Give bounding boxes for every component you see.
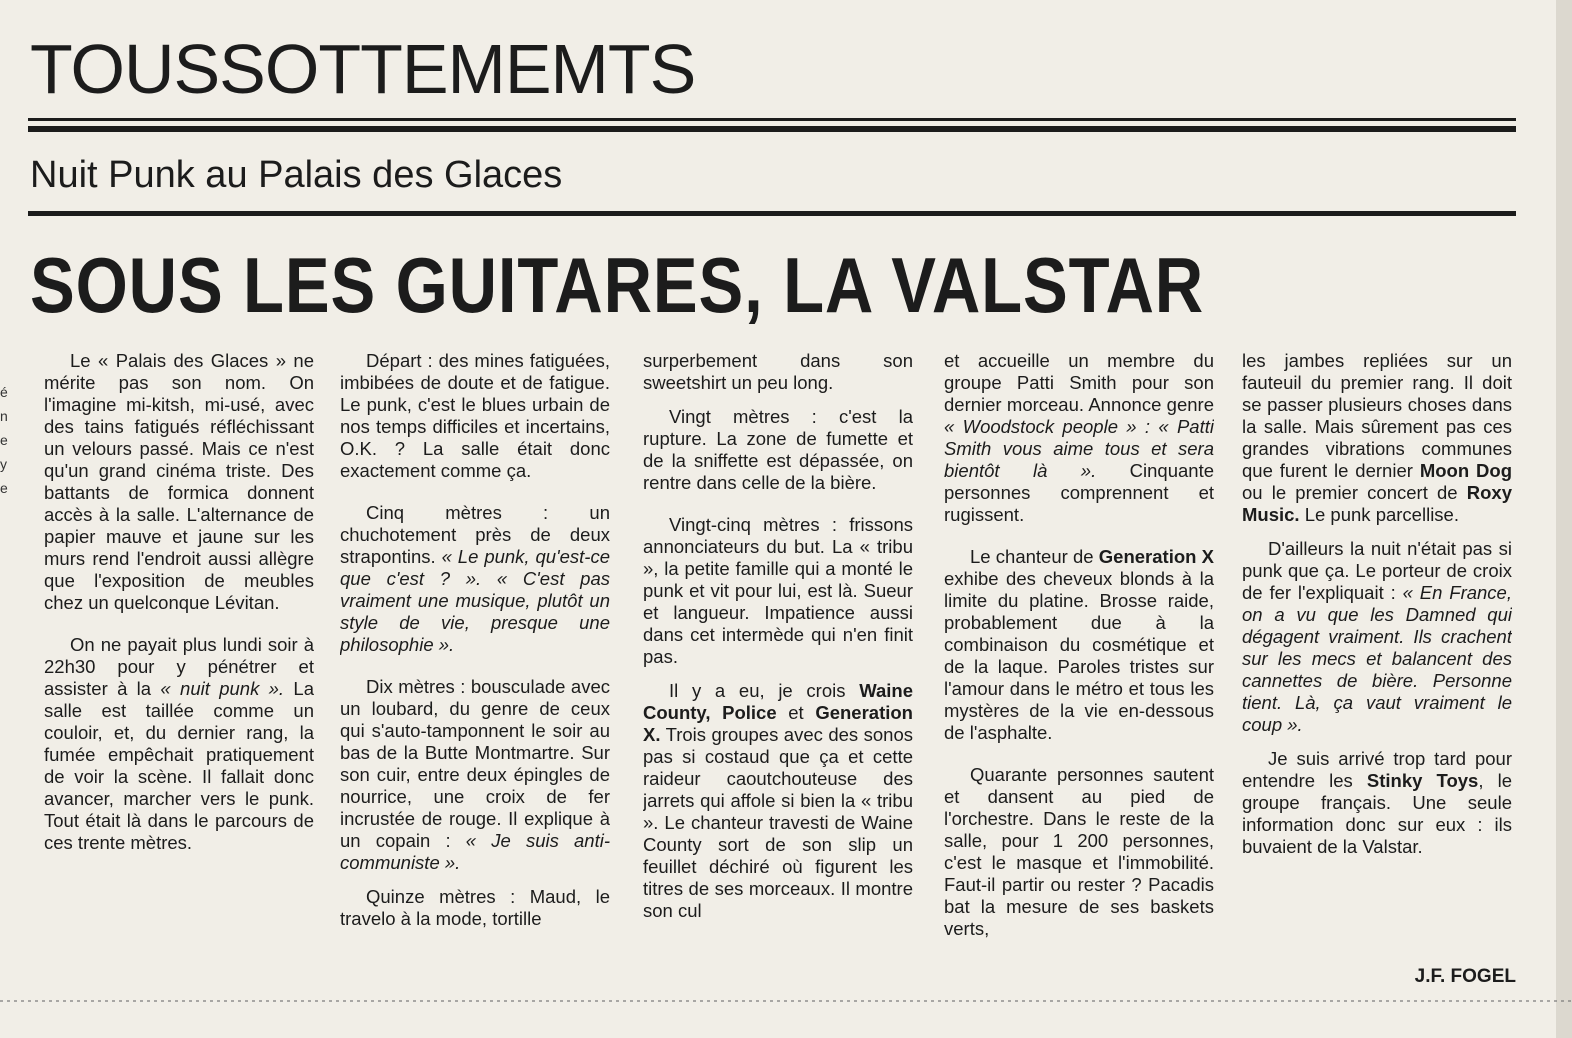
paragraph: Dix mètres : bousculade avec un loubard, du genre de ceux qui s'auto-tamponnent le soir au bas de la Butte Montmartre. Sur son cuir, entre deux épingles de nourrice, une croix de fer incrustée de rouge. Il explique à un copain : « Je suis anti-communiste ». — [340, 676, 610, 873]
margin-letter: é — [0, 384, 8, 400]
paragraph: Le chanteur de Generation X exhibe des cheveux blonds à la limite du platine. Brosse raide, probablement due à la combinaison du cosmétique et de la laque. Paroles tristes sur l'amour dans le métro et tous les mystères de la vie en-dessous de l'asphalte. — [944, 546, 1214, 743]
paragraph: Je suis arrivé trop tard pour entendre les Stinky Toys, le groupe français. Une seule information donc sur eux : ils buvaient de la Valstar. — [1242, 748, 1512, 857]
section-rubric: TOUSSOTTEMEMTS — [30, 30, 696, 108]
page-edge — [1556, 0, 1572, 1038]
paragraph: Cinq mètres : un chuchotement près de deux strapontins. « Le punk, qu'est-ce que c'est ? ». « C'est pas vraiment une musique, plutôt un style de vie, presque une philosophie ». — [340, 502, 610, 655]
margin-letter: e — [0, 432, 8, 448]
article-headline: SOUS LES GUITARES, LA VALSTAR — [30, 241, 1205, 329]
kicker-rule — [28, 211, 1516, 216]
paragraph: et accueille un membre du groupe Patti Smith pour son dernier morceau. Annonce genre « Woodstock people » : « Patti Smith vous aime tous et sera bientôt là ». Cinquante personnes comprennent et rugissent. — [944, 350, 1214, 525]
article-column-5 — [1242, 350, 1512, 990]
article-column-4 — [944, 350, 1214, 990]
rubric-rule-thick — [28, 126, 1516, 132]
article-column-3 — [643, 350, 913, 990]
paragraph: surperbement dans son sweetshirt un peu long. — [643, 350, 913, 393]
next-article-edge — [0, 1000, 1572, 1002]
margin-letter: y — [0, 456, 7, 472]
paragraph: Vingt-cinq mètres : frissons annonciateurs du but. La « tribu », la petite famille qui a monté le punk et vit pour lui, est là. Sueur et langueur. Impatience aussi dans cet intermède qui n'en finit pas. — [643, 514, 913, 667]
adjacent-column-fragment — [0, 380, 12, 500]
paragraph: On ne payait plus lundi soir à 22h30 pour y pénétrer et assister à la « nuit punk ». La salle est taillée comme un couloir, et, du dernier rang, la fumée empêchait pratiquement de voir la scène. Il fallait donc avancer, marcher vers le punk. Tout était là dans le parcours de ces trente mètres. — [44, 634, 314, 853]
article-column-1 — [44, 350, 314, 990]
paragraph: Le « Palais des Glaces » ne mérite pas son nom. On l'imagine mi-kitsh, mi-usé, avec des tains fatigués réfléchissant un velours passé. Mais ce n'est qu'un grand cinéma triste. Des battants de formica donnent accès à la salle. L'alternance de papier mauve et jaune sur les murs rend l'endroit aussi allègre que l'exposition de meubles chez un quelconque Lévitan. — [44, 350, 314, 613]
author-byline: J.F. FOGEL — [1414, 966, 1516, 987]
paragraph: D'ailleurs la nuit n'était pas si punk que ça. Le porteur de croix de fer l'expliquait : « En France, on a vu que les Damned qui dégagent vraiment. Ils crachent sur les mecs et balancent des cannettes de bière. Personne tient. Là, ça vaut vraiment le coup ». — [1242, 538, 1512, 735]
rubric-rule-thin — [28, 118, 1516, 121]
article-kicker: Nuit Punk au Palais des Glaces — [30, 154, 563, 196]
paragraph: Il y a eu, je crois Waine County, Police et Generation X. Trois groupes avec des sonos pas si costaud que ça et cette raideur caoutchouteuse des jarrets qui affole si bien la « tribu ». Le chanteur travesti de Waine County sort de son slip un feuillet déchiré où figurent les titres de ses morceaux. Il montre son cul — [643, 680, 913, 921]
paragraph: Départ : des mines fatiguées, imbibées de doute et de fatigue. Le punk, c'est le blues urbain de nos temps difficiles et incertains, O.K. ? La salle était donc exactement comme ça. — [340, 350, 610, 481]
paragraph: Quarante personnes sautent et dansent au pied de l'orchestre. Dans le reste de la salle, pour 1 200 personnes, c'est le masque et l'immobilité. Faut-il partir ou rester ? Pacadis bat la mesure de ses baskets verts, — [944, 764, 1214, 939]
article-column-2 — [340, 350, 610, 990]
paragraph: Vingt mètres : c'est la rupture. La zone de fumette et de la sniffette est dépassée, on rentre dans celle de la bière. — [643, 406, 913, 493]
margin-letter: n — [0, 408, 8, 424]
paragraph: Quinze mètres : Maud, le travelo à la mode, tortille — [340, 886, 610, 929]
margin-letter: e — [0, 480, 8, 496]
paragraph: les jambes repliées sur un fauteuil du premier rang. Il doit se passer plusieurs choses dans la salle. Mais sûrement pas ces grandes vibrations communes que furent le dernier Moon Dog ou le premier concert de Roxy Music. Le punk parcellise. — [1242, 350, 1512, 525]
